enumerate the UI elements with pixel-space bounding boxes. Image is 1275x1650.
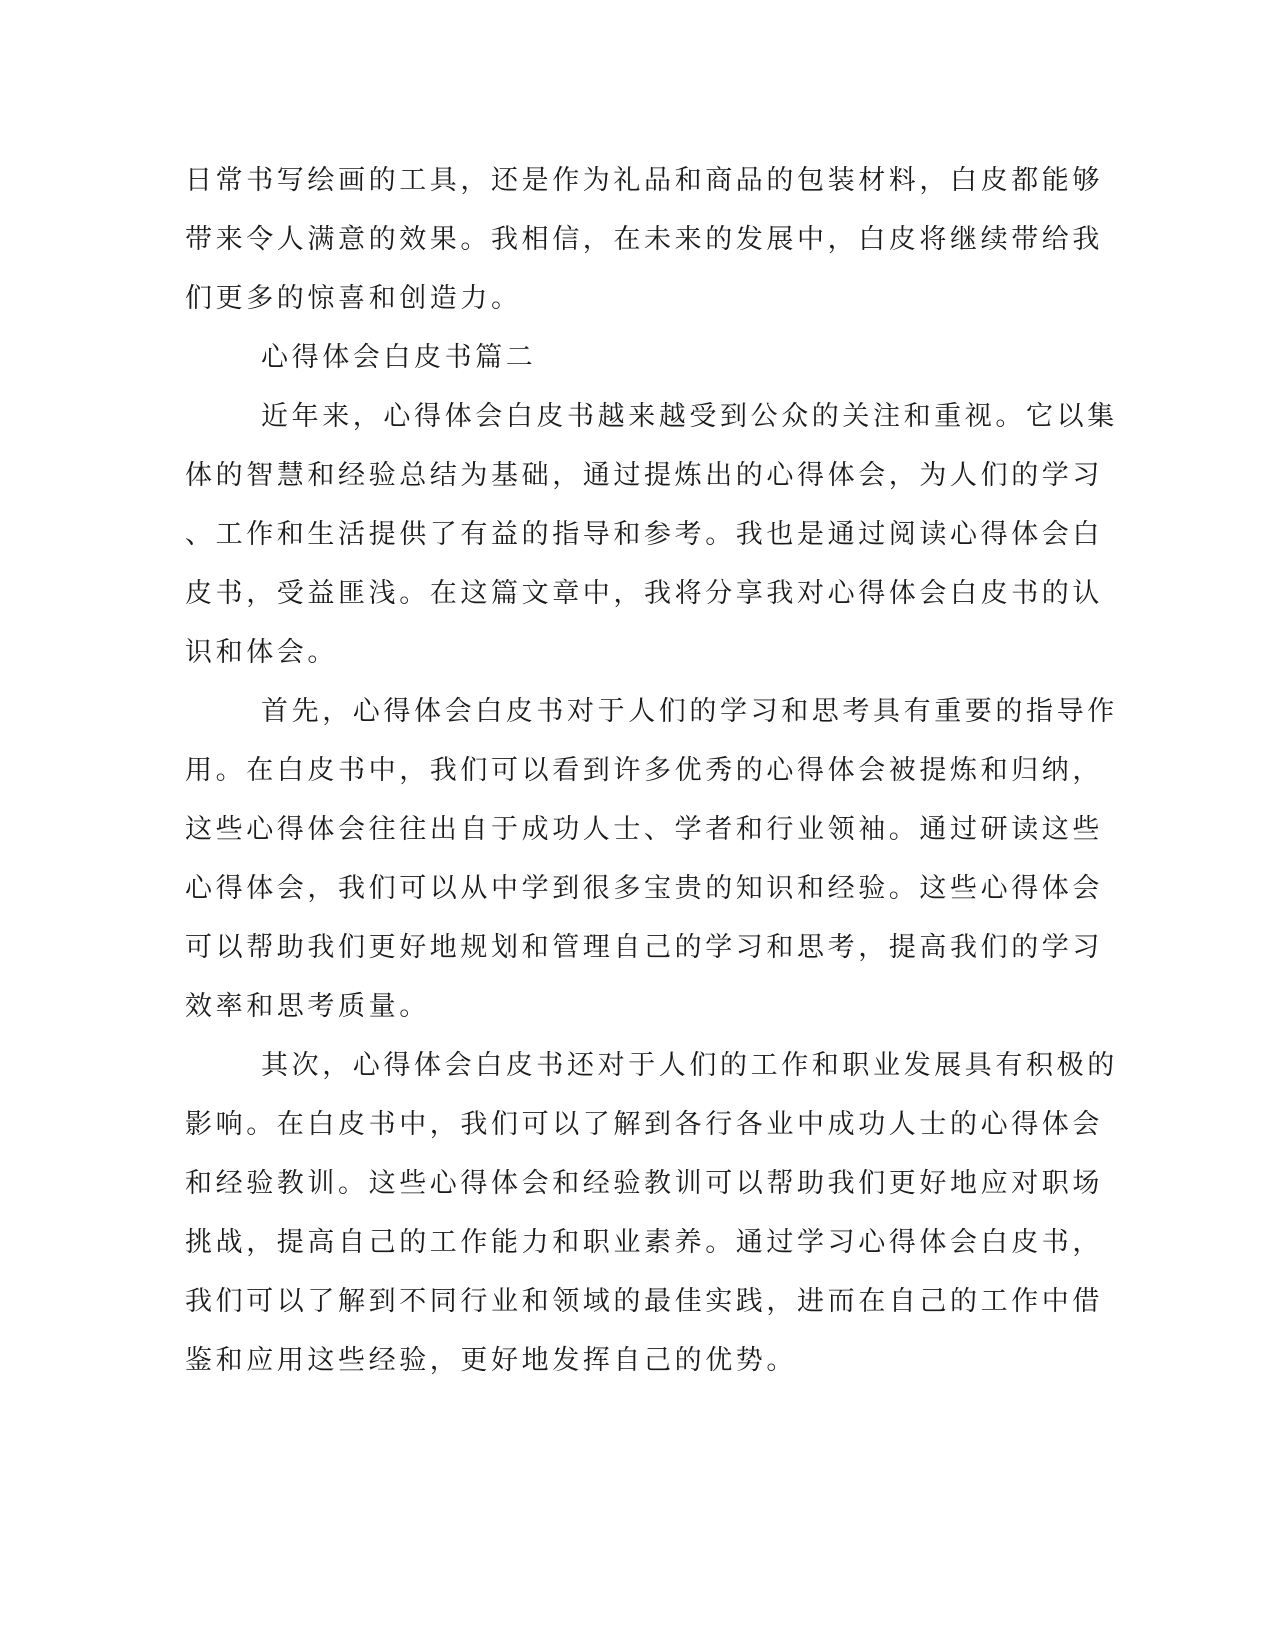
text-line: 挑战，提高自己的工作能力和职业素养。通过学习心得体会白皮书， (185, 1227, 1103, 1258)
text-line: 用。在白皮书中，我们可以看到许多优秀的心得体会被提炼和归纳， (185, 755, 1103, 786)
section-heading (185, 339, 1075, 398)
paragraph (185, 1047, 1118, 1401)
text-line: 我们可以了解到不同行业和领域的最佳实践，进而在自己的工作中借 (185, 1286, 1103, 1317)
text-line: 效率和思考质量。 (185, 991, 430, 1022)
text-line: 们更多的惊喜和创造力。 (185, 283, 522, 314)
text-line: 影响。在白皮书中，我们可以了解到各行各业中成功人士的心得体会 (185, 1109, 1103, 1140)
text-line: 心得体会，我们可以从中学到很多宝贵的知识和经验。这些心得体会 (185, 873, 1103, 904)
text-line: 日常书写绘画的工具，还是作为礼品和商品的包装材料，白皮都能够 (185, 165, 1103, 196)
text-line: 识和体会。 (185, 637, 338, 668)
text-line: 首先，心得体会白皮书对于人们的学习和思考具有重要的指导作 (261, 696, 1118, 727)
text-line: 近年来，心得体会白皮书越来越受到公众的关注和重视。它以集 (261, 401, 1118, 432)
text-line: 体的智慧和经验总结为基础，通过提炼出的心得体会，为人们的学习 (185, 460, 1103, 491)
text-line: 可以帮助我们更好地规划和管理自己的学习和思考，提高我们的学习 (185, 932, 1103, 963)
heading-text: 心得体会白皮书篇二 (261, 342, 537, 373)
text-line: 鉴和应用这些经验，更好地发挥自己的优势。 (185, 1345, 797, 1376)
paragraph (185, 693, 1118, 1047)
text-line: 其次，心得体会白皮书还对于人们的工作和职业发展具有积极的 (261, 1050, 1118, 1081)
text-line: 皮书，受益匪浅。在这篇文章中，我将分享我对心得体会白皮书的认 (185, 578, 1103, 609)
text-line: 、工作和生活提供了有益的指导和参考。我也是通过阅读心得体会白 (185, 519, 1103, 550)
document-body (185, 162, 1118, 1401)
paragraph (185, 398, 1118, 693)
text-line: 这些心得体会往往出自于成功人士、学者和行业领袖。通过研读这些 (185, 814, 1103, 845)
text-line: 和经验教训。这些心得体会和经验教训可以帮助我们更好地应对职场 (185, 1168, 1103, 1199)
paragraph-continued (185, 162, 1103, 339)
text-line: 带来令人满意的效果。我相信，在未来的发展中，白皮将继续带给我 (185, 224, 1103, 255)
